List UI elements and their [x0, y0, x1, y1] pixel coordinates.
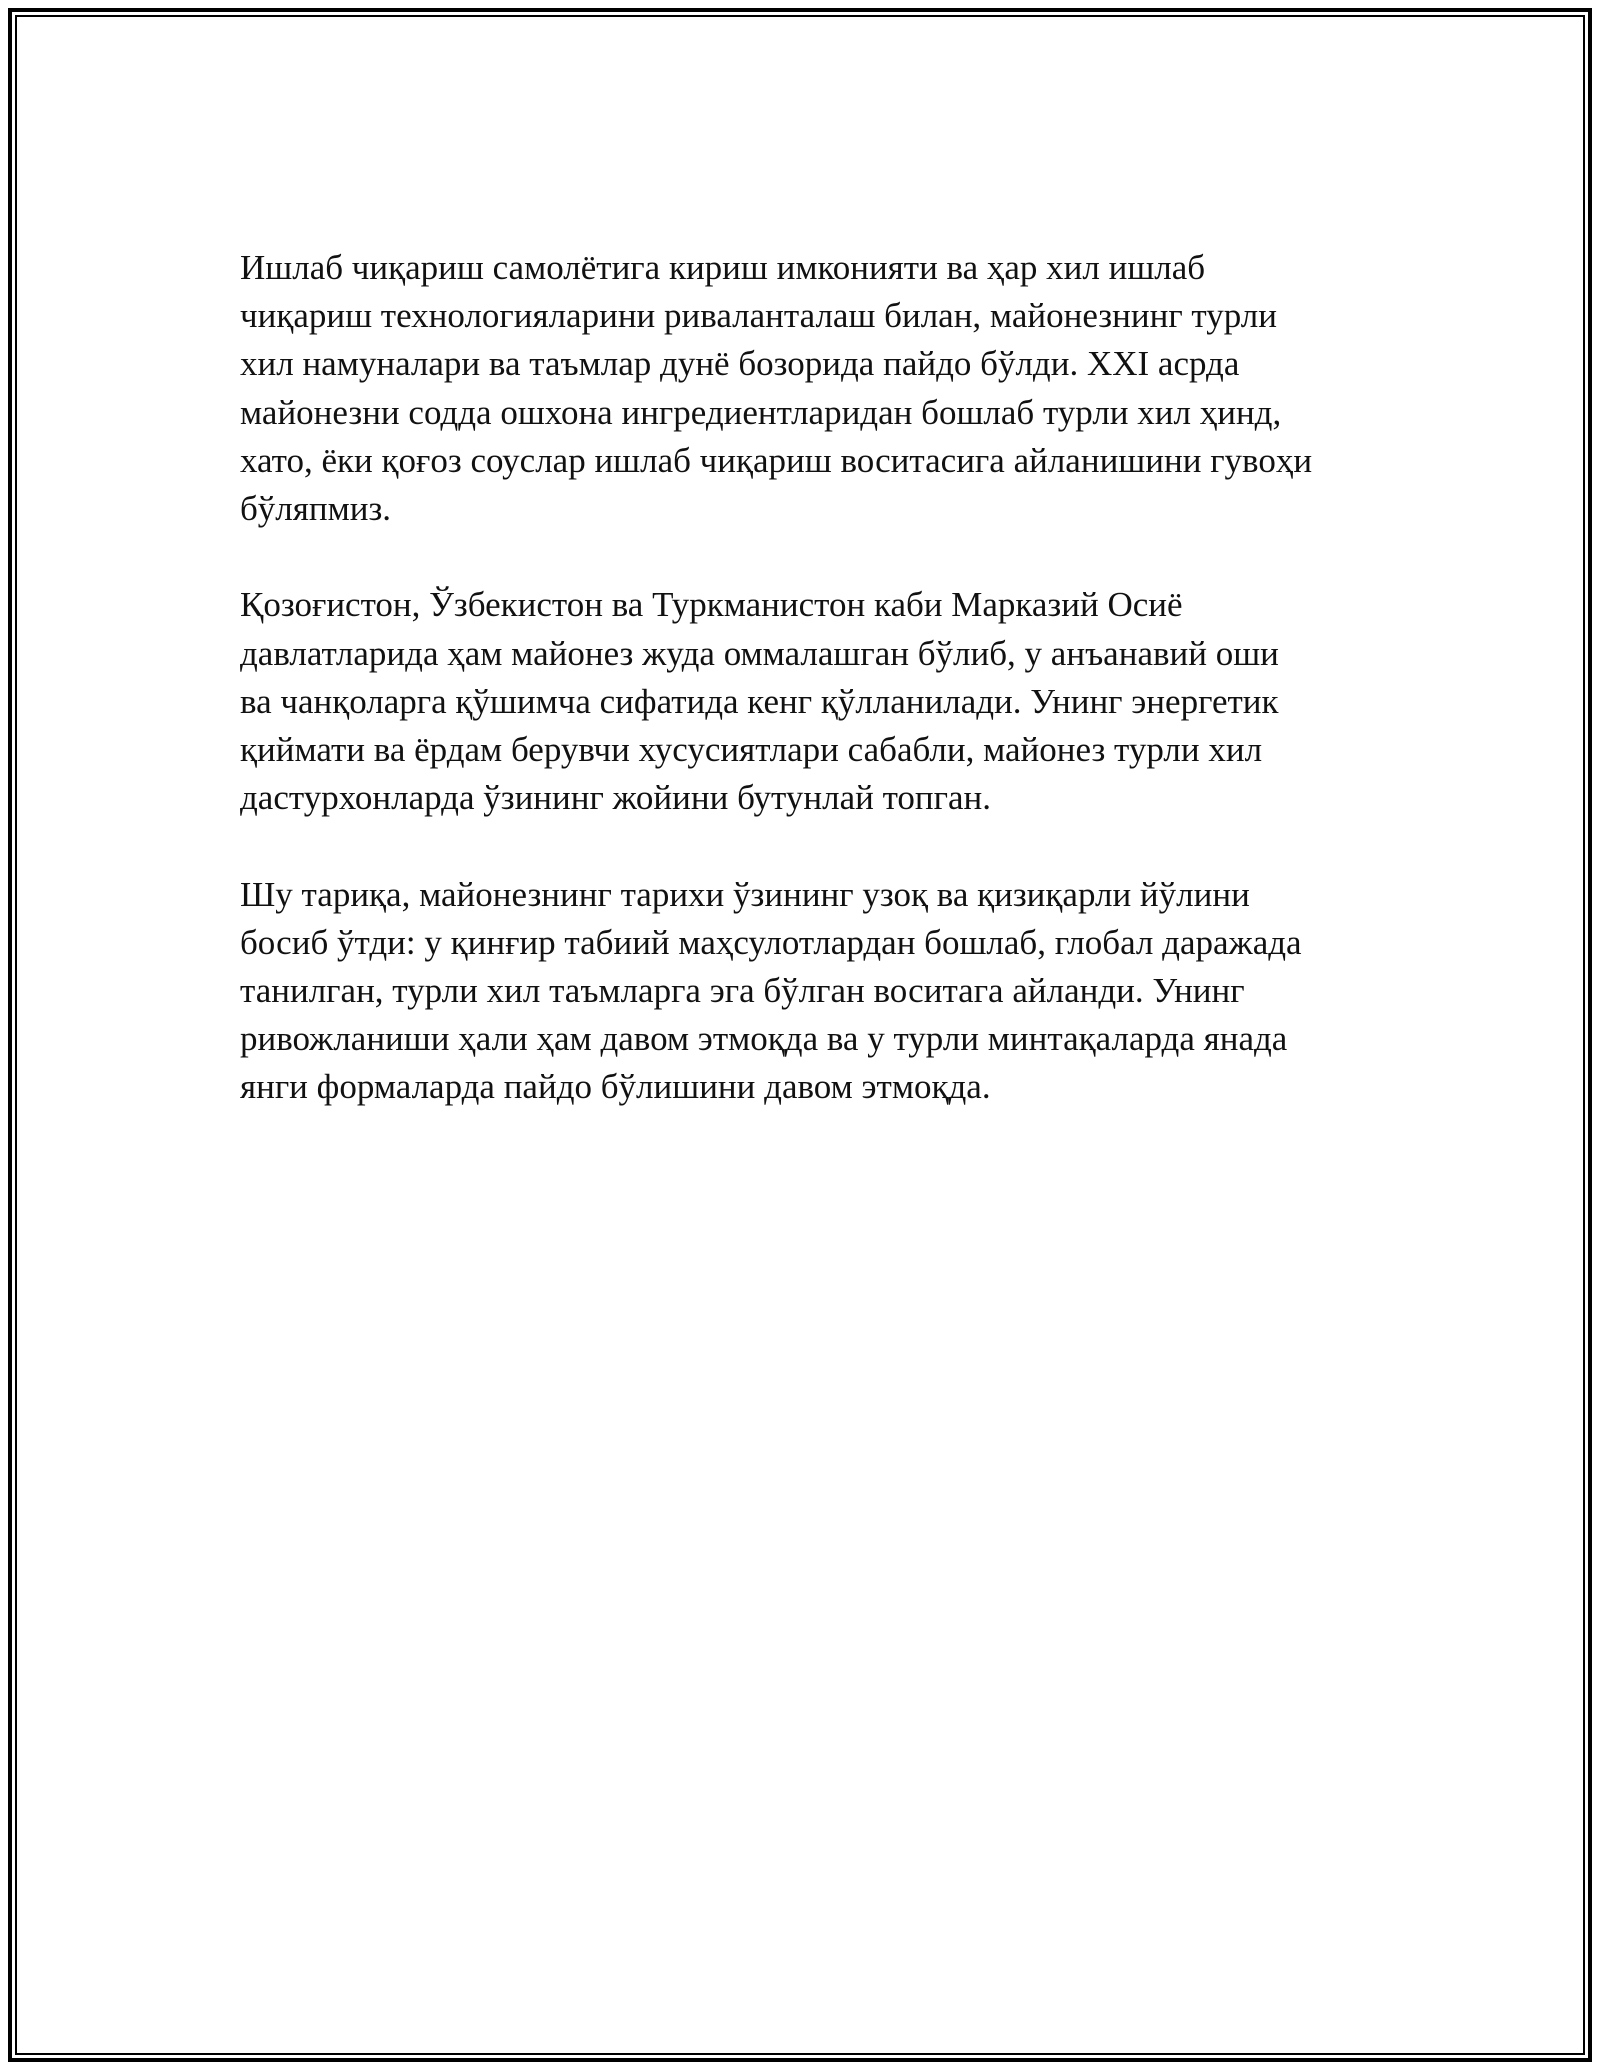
page-frame	[8, 8, 1592, 2062]
paragraph-3: Шу тариқа, майонезнинг тарихи ўзининг узоқ ва қизиқарли йўлини босиб ўтди: у қинғир табиий маҳсулотлардан бошлаб, глобал даражада танилган, турли хил таъмларга эга бўлган воситага айланди. Унинг ривожланиши ҳали ҳам давом этмоқда ва у турли минтақаларда янада янги формаларда пайдо бўлишини давом этмоқда.	[240, 874, 1302, 1107]
paragraph-2: Қозоғистон, Ўзбекистон ва Туркманистон каби Марказий Осиё давлатларида ҳам майонез жуда оммалашган бўлиб, у анъанавий оши ва чанқоларга қўшимча сифатида кенг қўлланилади. Унинг энергетик қиймати ва ёрдам берувчи хусусиятлари сабабли, майонез турли хил дастурхонларда ўзининг жойини бутунлай топган.	[240, 585, 1279, 818]
paragraph-1: Ишлаб чиқариш самолётига кириш имконияти ва ҳар хил ишлаб чиқариш технологияларини риваланталаш билан, майонезнинг турли хил намуналари ва таъмлар дунё бозорида пайдо бўлди. XXI асрда майонезни содда ошхона ингредиентларидан бошлаб турли хил ҳинд, хато, ёки қоғоз соуслар ишлаб чиқариш воситасига айланишини гувоҳи бўляпмиз.	[240, 248, 1313, 529]
document-body	[240, 244, 1410, 1160]
